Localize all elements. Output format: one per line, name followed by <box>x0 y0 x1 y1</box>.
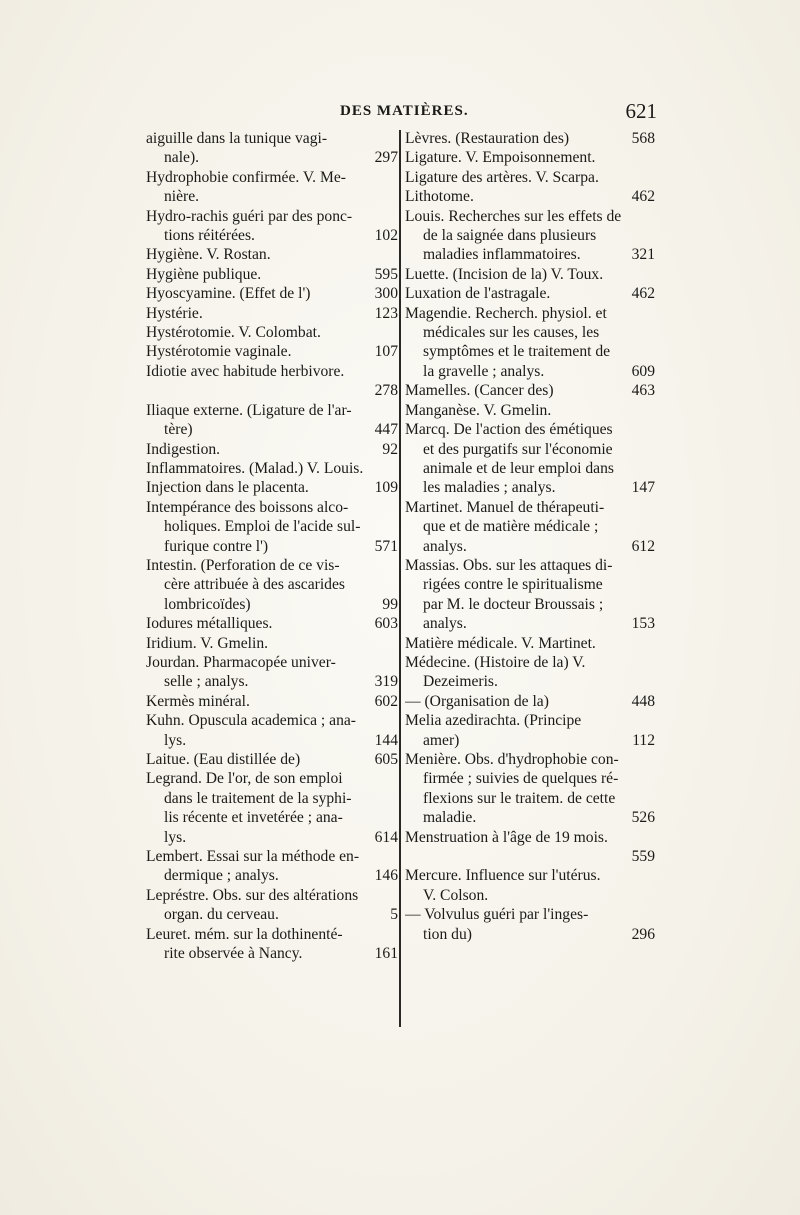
index-entry-line: lys. 144 <box>164 731 398 749</box>
index-entry-line: nière. <box>164 188 200 206</box>
index-entry <box>146 498 398 556</box>
index-entry <box>146 284 398 303</box>
index-entry <box>146 886 398 925</box>
index-entry <box>146 925 398 964</box>
index-entry <box>146 478 398 497</box>
index-entry <box>146 207 398 246</box>
index-entry-line: Hystérie. 123 <box>146 304 398 322</box>
index-entry <box>146 634 398 653</box>
index-entry-line: Luxation de l'astragale. 462 <box>405 285 655 303</box>
index-entry-line: organ. du cerveau. 5 <box>164 906 398 924</box>
index-entry-line: Hygiène publique. 595 <box>146 265 398 283</box>
index-entry <box>146 750 398 769</box>
index-entry-line: tère) 447 <box>164 421 398 439</box>
index-entry-line: rite observée à Nancy. 161 <box>164 945 398 963</box>
index-entry <box>405 187 655 206</box>
index-entry-line: lombricoïdes) 99 <box>164 595 398 613</box>
index-entry-line: holiques. Emploi de l'acide sul- <box>164 518 361 536</box>
index-entry-line: Manganèse. V. Gmelin. <box>405 401 552 419</box>
index-entry-line: Lithotome. 462 <box>405 188 655 206</box>
running-head: DES MATIÈRES. <box>340 103 469 119</box>
index-entry <box>405 381 655 400</box>
index-entry <box>146 440 398 459</box>
index-entry-line: tions réitérées. 102 <box>164 227 398 245</box>
index-entry-line: Iliaque externe. (Ligature de l'ar- <box>146 401 352 419</box>
index-entry <box>405 653 655 692</box>
index-entry <box>146 556 398 614</box>
index-entry-line: firmée ; suivies de quelques ré- <box>423 770 619 788</box>
index-entry <box>146 614 398 633</box>
index-entry-line: Laitue. (Eau distillée de) 605 <box>146 751 398 768</box>
index-entry <box>146 245 398 264</box>
index-entry-line: Marcq. De l'action des émétiques <box>405 421 613 439</box>
index-entry-line: Hygiène. V. Rostan. <box>146 246 271 264</box>
index-entry <box>405 168 655 187</box>
index-entry <box>146 847 398 886</box>
index-entry <box>405 207 655 265</box>
index-column-right <box>405 129 655 944</box>
index-entry-line: symptômes et le traitement de <box>423 343 611 361</box>
index-entry <box>146 692 398 711</box>
index-entry-line: tion du) 296 <box>423 925 655 943</box>
index-entry-line: que et de matière médicale ; <box>423 518 599 536</box>
index-entry <box>405 905 655 944</box>
index-entry-line: Lembert. Essai sur la méthode en- <box>146 848 360 866</box>
index-entry-line: aiguille dans la tunique vagi- <box>146 130 328 147</box>
index-entry <box>405 828 655 867</box>
index-entry-line: Mamelles. (Cancer des) 463 <box>405 382 655 400</box>
index-entry-line: Inflammatoires. (Malad.) V. Louis. <box>146 459 364 477</box>
index-entry <box>405 866 655 905</box>
index-entry-line: Iridium. V. Gmelin. <box>146 634 269 652</box>
index-entry-line: amer) 112 <box>423 731 655 749</box>
index-entry-line: Menstruation à l'âge de 19 mois. <box>405 828 608 846</box>
index-entry-line: nale). 297 <box>164 149 398 167</box>
index-entry-line: Leuret. mém. sur la dothinenté- <box>146 925 343 943</box>
index-entry <box>405 148 655 167</box>
index-entry-line: cère attribuée à des ascarides <box>164 576 345 594</box>
index-entry-line: Dezeimeris. <box>423 673 498 691</box>
index-entry <box>405 265 655 284</box>
index-entry-line: Hystérotomie. V. Colombat. <box>146 324 321 342</box>
index-entry-line: V. Colson. <box>423 886 489 904</box>
index-entry-line: les maladies ; analys. 147 <box>423 479 655 497</box>
index-entry <box>146 769 398 847</box>
index-entry-line: Luette. (Incision de la) V. Toux. <box>405 265 604 283</box>
index-entry-line: Kuhn. Opuscula academica ; ana- <box>146 712 356 730</box>
index-entry-line: Intestin. (Perforation de ce vis- <box>146 556 340 574</box>
index-entry-line: lis récente et invetérée ; ana- <box>164 809 343 827</box>
index-entry <box>405 129 655 148</box>
page-number: 621 <box>625 99 657 123</box>
index-entry-line: Legrand. De l'or, de son emploi <box>146 770 343 788</box>
index-entry-line: par M. le docteur Broussais ; <box>423 595 604 613</box>
index-entry <box>146 653 398 692</box>
index-entry <box>405 284 655 303</box>
index-entry <box>146 323 398 342</box>
index-entry-line: Massias. Obs. sur les attaques di- <box>405 556 613 574</box>
index-entry-line: maladie. 526 <box>423 809 655 827</box>
index-entry <box>405 498 655 556</box>
index-entry-line: Iodures métalliques. 603 <box>146 615 398 633</box>
index-entry-line: dermique ; analys. 146 <box>164 867 398 885</box>
index-entry <box>405 401 655 420</box>
index-entry-line: maladies inflammatoires. 321 <box>423 246 655 264</box>
index-entry <box>146 362 398 401</box>
index-entry-line: — (Organisation de la) 448 <box>405 692 655 710</box>
index-entry-line: Indigestion. 92 <box>146 440 398 458</box>
index-entry-line: la gravelle ; analys. 609 <box>423 362 655 380</box>
index-entry-line: Martinet. Manuel de thérapeuti- <box>405 498 605 516</box>
index-entry <box>405 750 655 828</box>
index-entry-line: de la saignée dans plusieurs <box>423 227 597 245</box>
index-entry <box>146 342 398 361</box>
index-entry-line: Louis. Recherches sur les effets de <box>405 207 622 225</box>
index-entry <box>405 304 655 382</box>
index-entry-line: furique contre l') 571 <box>164 537 398 555</box>
index-entry-line: analys. 612 <box>423 537 655 555</box>
index-entry-line: Jourdan. Pharmacopée univer- <box>146 653 336 671</box>
index-entry <box>146 304 398 323</box>
index-entry <box>146 401 398 440</box>
index-column-left <box>146 129 398 963</box>
index-entry-line: Melia azedirachta. (Principe <box>405 712 582 730</box>
index-entry-line: médicales sur les causes, les <box>423 324 600 342</box>
index-entry <box>146 265 398 284</box>
index-entry-line: Hystérotomie vaginale. 107 <box>146 343 398 361</box>
index-entry-line: Lepréstre. Obs. sur des altérations <box>146 886 359 904</box>
index-entry <box>146 168 398 207</box>
index-entry-line: Menière. Obs. d'hydrophobie con- <box>405 751 619 768</box>
index-entry-line: Kermès minéral. 602 <box>146 692 398 710</box>
page-header <box>145 99 655 129</box>
index-entry-line: Magendie. Recherch. physiol. et <box>405 304 607 322</box>
index-entry-line: et des purgatifs sur l'économie <box>423 440 613 458</box>
index-entry-line: Intempérance des boissons alco- <box>146 498 349 516</box>
index-entry <box>405 420 655 498</box>
index-entry-line: 559 <box>631 848 655 866</box>
index-entry-line: Hyoscyamine. (Effet de l') 300 <box>146 285 398 303</box>
index-entry-line: Médecine. (Histoire de la) V. <box>405 653 586 671</box>
index-entry-line: lys. 614 <box>164 828 398 846</box>
index-entry <box>405 692 655 711</box>
index-entry <box>405 556 655 634</box>
index-entry <box>146 711 398 750</box>
index-entry-line: Mercure. Influence sur l'utérus. <box>405 867 601 885</box>
index-entry-line: analys. 153 <box>423 615 655 633</box>
index-entry-line: 278 <box>374 382 398 400</box>
index-entry <box>405 634 655 653</box>
index-entry-line: Hydro-rachis guéri par des ponc- <box>146 207 353 225</box>
index-entry-line: dans le traitement de la syphi- <box>164 789 352 807</box>
index-entry-line: Idiotie avec habitude herbivore. <box>146 362 345 380</box>
index-entry-line: animale et de leur emploi dans <box>423 459 614 477</box>
index-entry-line: flexions sur le traitem. de cette <box>423 789 616 807</box>
index-entry <box>146 459 398 478</box>
index-entry-line: Matière médicale. V. Martinet. <box>405 634 596 652</box>
column-divider <box>399 130 401 1027</box>
index-entry-line: Lèvres. (Restauration des) 568 <box>405 130 655 147</box>
index-entry-line: rigées contre le spiritualisme <box>423 576 603 594</box>
index-entry-line: Ligature. V. Empoisonnement. <box>405 149 596 167</box>
index-entry-line: Injection dans le placenta. 109 <box>146 479 398 497</box>
index-entry-line: — Volvulus guéri par l'inges- <box>405 906 589 924</box>
index-entry <box>146 129 398 168</box>
index-entry-line: selle ; analys. 319 <box>164 673 398 691</box>
index-entry-line: Ligature des artères. V. Scarpa. <box>405 168 599 186</box>
index-entry-line: Hydrophobie confirmée. V. Me- <box>146 168 346 186</box>
index-entry <box>405 711 655 750</box>
